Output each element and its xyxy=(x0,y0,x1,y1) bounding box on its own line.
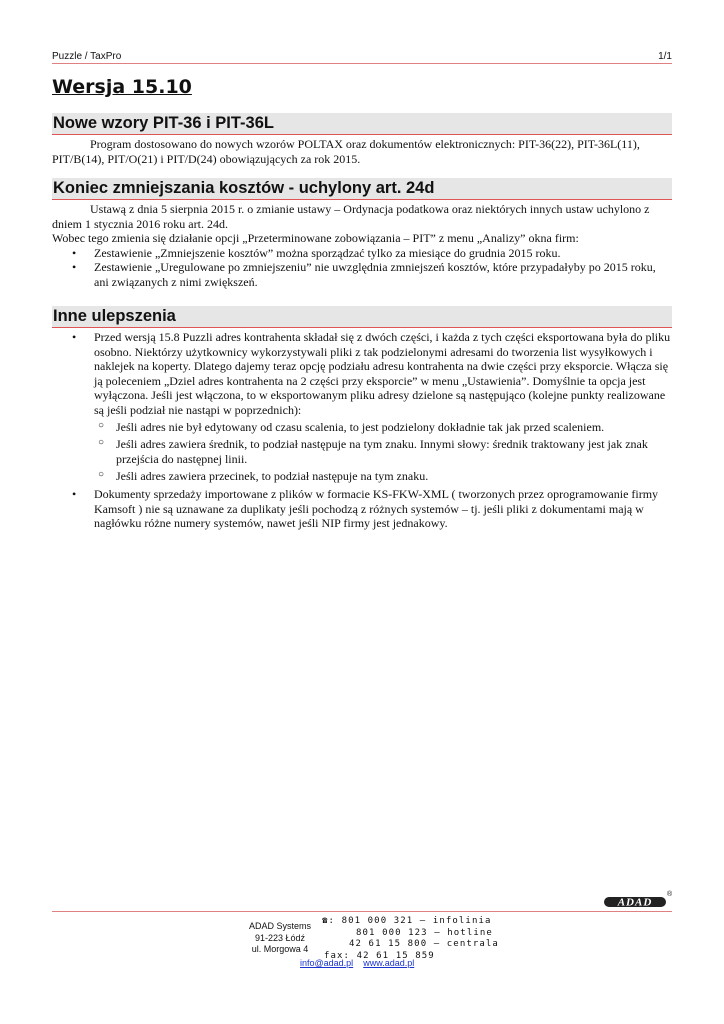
section-heading: Koniec zmniejszania kosztów - uchylony art. 24d xyxy=(52,178,672,200)
section-heading: Inne ulepszenia xyxy=(52,306,672,328)
bullet-list xyxy=(52,330,672,531)
circle-bullet-icon: ○ xyxy=(98,437,105,449)
contact-phones xyxy=(322,916,499,962)
circle-bullet-icon: ○ xyxy=(98,419,105,431)
bullet-icon: • xyxy=(72,330,77,344)
postal-code: 91-223 Łódź xyxy=(254,932,306,943)
footer-divider xyxy=(52,911,672,912)
phone-icon: ☎: xyxy=(322,916,336,926)
list-item xyxy=(52,246,672,261)
section-heading: Nowe wzory PIT-36 i PIT-36L xyxy=(52,113,672,135)
sub-list-item-text: Jeśli adres nie był edytowany od czasu scalenia, to jest podzielony dokładnie tak jak przed scaleniem. xyxy=(116,419,605,434)
bullet-icon: • xyxy=(72,486,77,501)
page-number: 1/1 xyxy=(658,51,672,62)
sub-list-item-text: Jeśli adres zawiera średnik, to podział następuje na tym znaku. Innymi słowy: średnik traktowany jest jak znak przejścia do następnej linii. xyxy=(116,437,648,466)
section-new-forms xyxy=(52,113,672,166)
version-title: Wersja 15.10 xyxy=(52,76,192,98)
section-paragraph: Program dostosowano do nowych wzorów POLTAX oraz dokumentów elektronicznych: PIT-36(22), PIT-36L(11), PIT/B(14), PIT/O(21) i PIT/D(24) obowiązujących za rok 2015. xyxy=(52,137,640,166)
list-item-text: Zestawienie „Zmniejszenie kosztów” można sporządzać tylko za miesiące do grudnia 2015 roku. xyxy=(94,245,561,260)
phone-infolinia: 801 000 321 – infolinia xyxy=(341,916,492,926)
sub-list xyxy=(94,420,672,484)
bullet-icon: • xyxy=(72,260,77,275)
company-name: ADAD Systems xyxy=(248,921,311,931)
street-address: ul. Morgowa 4 xyxy=(251,944,309,954)
website-link[interactable]: www.adad.pl xyxy=(363,958,415,968)
phone-hotline: 801 000 123 – hotline xyxy=(356,927,493,938)
list-item-text: Dokumenty sprzedaży importowane z plików w formacie KS-FKW-XML ( tworzonych przez oprogramowanie firmy Kamsoft ) nie są uznawane za duplikaty jeśli pochodzą z różnych systemów – tj. jeśli pliki z dokumentami mają w nagłówku różne numery systemów, nawet jeśli NIP firmy jest jednakowy. xyxy=(94,486,659,531)
bullet-list xyxy=(52,246,672,290)
registered-mark: ® xyxy=(667,891,673,898)
list-item xyxy=(52,330,672,484)
section-paragraph: Wobec tego zmienia się działanie opcji „Przeterminowane zobowiązania – PIT” z menu „Analizy” okna firm: xyxy=(52,231,579,246)
email-link[interactable]: info@adad.pl xyxy=(300,958,354,968)
sub-list-item xyxy=(94,437,672,466)
footer-links xyxy=(300,958,414,968)
section-cost-reduction xyxy=(52,178,672,290)
header-title: Puzzle / TaxPro xyxy=(52,51,122,62)
bullet-icon: • xyxy=(72,245,77,260)
sub-list-item-text: Jeśli adres zawiera przecinek, to podział następuje na tym znaku. xyxy=(116,469,429,484)
header-divider xyxy=(52,63,672,64)
list-item-text: Zestawienie „Uregulowane po zmniejszeniu” nie uwzględnia zmniejszeń kosztów, które przypadałyby po 2015 roku, ani związanych z nimi zwiększeń. xyxy=(94,260,656,289)
company-address xyxy=(238,921,322,956)
list-item-text: Przed wersją 15.8 Puzzli adres kontrahenta składał się z dwóch części, i każda z tych części eksportowana była do pliku osobno. Niektórzy użytkownicy wykorzystywali pliki z tak podzielonymi adresami do tworzenia list wysyłkowych i naklejek na koperty. Dlatego dajemy teraz opcję podziału adresu kontrahenta na dwie części przy eksporcie. Włącza się ją poleceniem „Dziel adres kontrahenta na 2 części przy eksporcie” w menu „Ustawienia”. Domyślnie ta opcja jest wyłączona. Jeśli jest włączona, to w eksportowanym pliku adresy dzielone są następująco (kolejne punkty realizowane są jeśli podział nie nastąpi w poprzednich): xyxy=(94,330,671,417)
section-paragraph: Ustawą z dnia 5 sierpnia 2015 r. o zmianie ustawy – Ordynacja podatkowa oraz niektórych innych ustaw uchylono z dniem 1 stycznia 2016 roku art. 24d. xyxy=(52,202,650,231)
section-other-improvements xyxy=(52,306,672,531)
list-item xyxy=(52,487,672,531)
sub-list-item xyxy=(94,420,672,435)
phone-centrala: 42 61 15 800 – centrala xyxy=(349,939,499,949)
adad-logo xyxy=(604,893,666,909)
circle-bullet-icon: ○ xyxy=(98,469,105,481)
list-item xyxy=(52,260,672,289)
logo-text: ADAD xyxy=(617,896,653,909)
sub-list-item xyxy=(94,469,672,484)
fax-number: fax: 42 61 15 859 xyxy=(324,950,435,961)
